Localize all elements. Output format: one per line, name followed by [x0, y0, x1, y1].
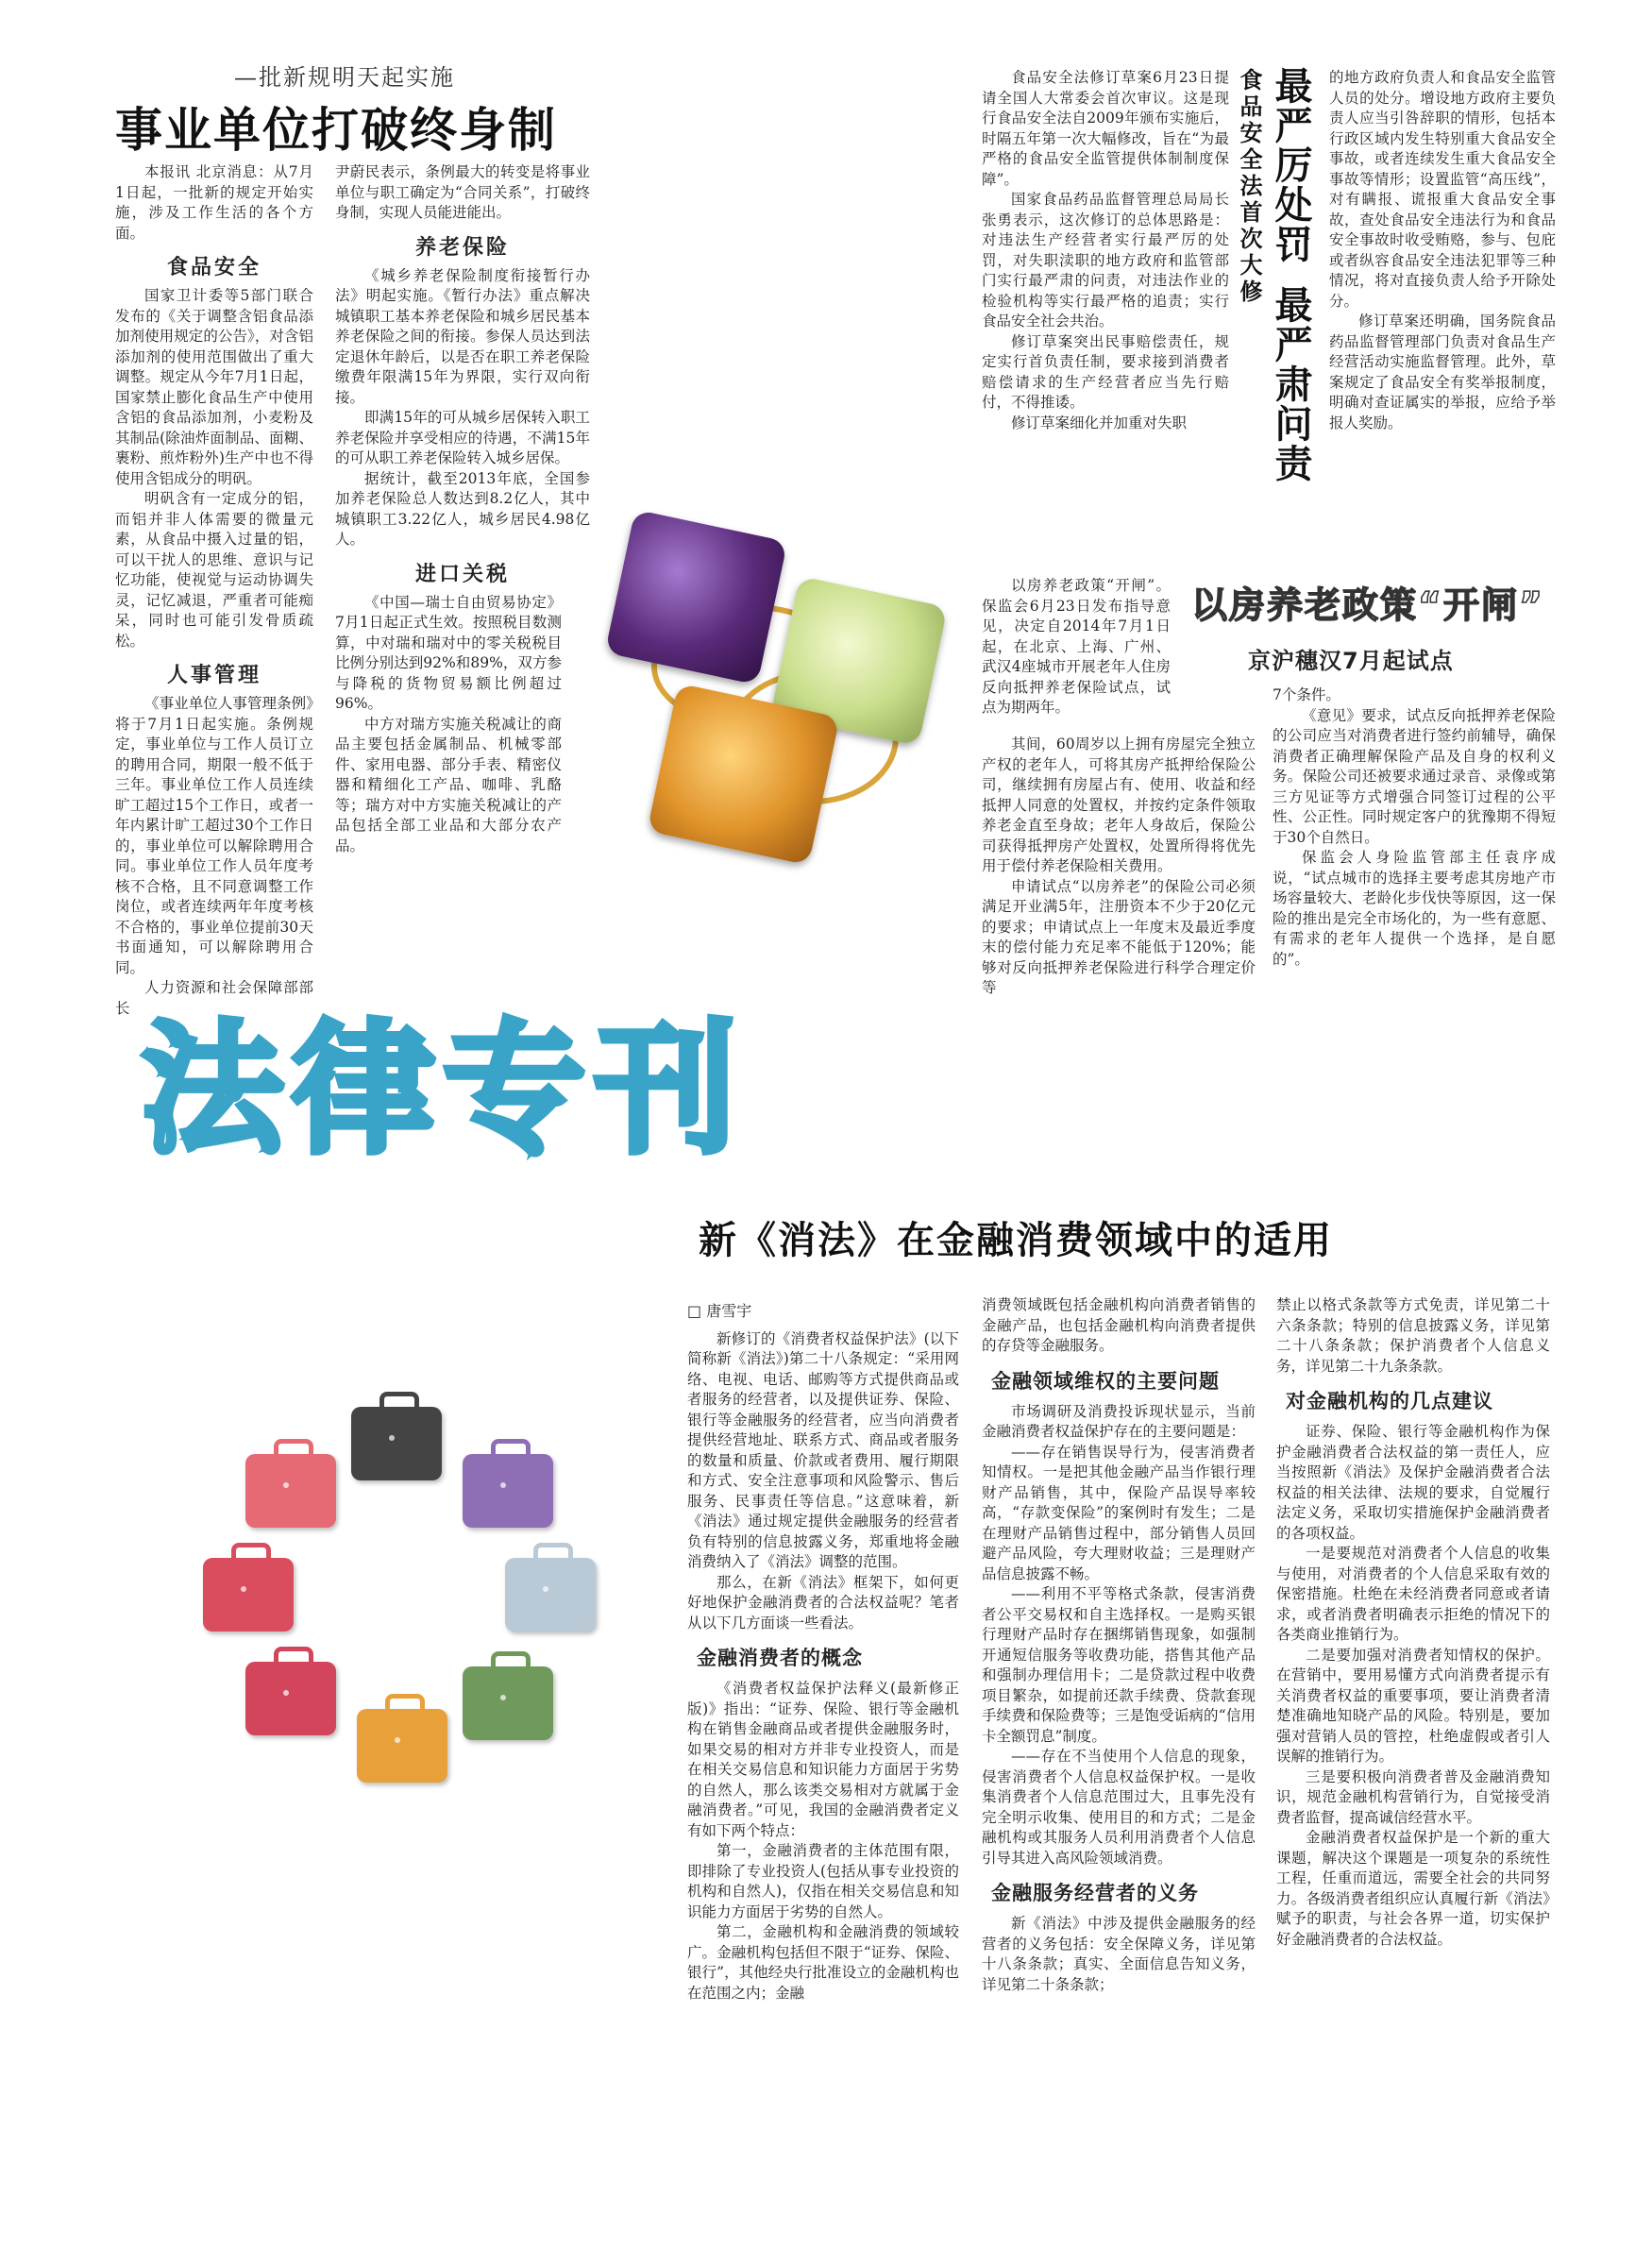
section-heading-personnel: 人事管理 [166, 664, 261, 687]
banner-title: 法律专刊 [142, 1008, 747, 1173]
article-headline: 事业单位打破终身制 [115, 103, 557, 158]
paragraph: 的地方政府负责人和食品安全监管人员的处分。增设地方政府主要负责人应当引咎辞职的情形，包括本行政区域内发生特别重大食品安全事故，或者连续发生重大食品安全事故等情形；设置监管“高压线”，对有瞒报、谎报重大食品安全事故，查处食品安全违法行为和食品安全事故时收受贿赂，参与、包庇或者纵容食品安全违法犯罪等三种情况，将对直接负责人给予开除处分。 [1329, 69, 1556, 310]
bag-red [245, 1662, 336, 1735]
section-heading: 金融领域维权的主要问题 [991, 1369, 1220, 1393]
paragraph: 国家卫计委等5部门联合发布的《关于调整含铝食品添加剂使用规定的公告》，对含铝添加剂的使用范围做出了重大调整。规定从今年7月1日起，国家禁止膨化食品生产中使用含铝的食品添加剂，小麦粉及其制品(除油炸面制品、面糊、裹粉、煎炸粉外)生产中也不得使用含铝成分的明矾。 [115, 287, 313, 487]
article-kicker: —批新规明天起实施 [234, 64, 455, 91]
paragraph: 新修订的《消费者权益保护法》(以下简称新《消法》)第二十八条规定：“采用网络、电视、电话、邮购等方式提供商品或者服务的经营者，以及提供证券、保险、银行等金融服务的经营者，应当向消费者提供经营地址、联系方式、商品或者服务的数量和质量、价款或者费用、履行期限和方式、安全注意事项和风险警示、售后服务、民事责任等信息。”这意味着，新《消法》通过规定提供金融服务的经营者负有特别的信息披露义务，郑重地将金融消费纳入了《消法》调整的范围。 [687, 1329, 959, 1570]
paragraph: 金融消费者权益保护是一个新的重大课题，解决这个课题是一项复杂的系统性工程，任重而道远，需要全社会的共同努力。各级消费者组织应认真履行新《消法》赋予的职责，与社会各界一道，切实保护好金融消费者的合法权益。 [1276, 1829, 1550, 1948]
paragraph: 证券、保险、银行等金融机构作为保护金融消费者合法权益的第一责任人，应当按照新《消法》及保护金融消费者合法权益的相关法律、法规的要求，自觉履行法定义务，采取切实措施保护金融消费者的各项权益。 [1276, 1423, 1550, 1542]
paragraph: ——利用不平等格式条款，侵害消费者公平交易权和自主选择权。一是购买银行理财产品时存在捆绑销售现象，如强制开通短信服务等收费功能，搭售其他产品和强制办理信用卡；二是贷款过程中收费项目繁杂，如提前还款手续费、贷款套现手续费和保险费等；三是饱受诟病的“信用卡全额罚息”制度。 [982, 1585, 1256, 1745]
section-heading-pension: 养老保险 [414, 235, 510, 260]
paragraph: ——存在销售误导行为，侵害消费者知情权。一是把其他金融产品当作银行理财产品销售，其中，保险产品误导率较高，“存款变保险”的案例时有发生；二是在理财产品销售过程中，部分销售人员回避产品风险，夸大理财收益；三是理财产品信息披露不畅。 [982, 1443, 1256, 1582]
paragraph: 即满15年的可从城乡居保转入职工养老保险并享受相应的待遇，不满15年的可从职工养老保险转入城乡居保。 [335, 409, 590, 466]
paragraph: 三是要积极向消费者普及金融消费知识，规范金融机构营销行为，自觉接受消费者监督，提高诚信经营水平。 [1276, 1767, 1550, 1826]
paragraph: 《消费者权益保护法释义(最新修正版)》指出：“证券、保险、银行等金融机构在销售金融商品或者提供金融服务时，如果交易的相对方并非专业投资人，而是在相关交易信息和知识能力方面居于劣势的自然人，那么该类交易相对方就属于金融消费者。”可见，我国的金融消费者定义有如下两个特点： [687, 1680, 959, 1839]
section-heading-food: 食品安全 [166, 256, 261, 279]
lead-paragraph: 本报讯 北京消息：从7月1日起，一批新的规定开始实施，涉及工作生活的各个方面。 [115, 163, 313, 242]
article-column-3 [1276, 1295, 1550, 1950]
amethyst-gem [605, 510, 788, 685]
vertical-subtitle: 食品安全法首次大修 [1236, 68, 1262, 306]
paragraph: 申请试点“以房养老”的保险公司必须满足开业满5年，注册资本不少于20亿元的要求；申请试点上一年度末及最近季度末的偿付能力充足率不能低于120%；能够对反向抵押养老保险进行科学合理定价等 [982, 877, 1256, 996]
bag-pink [245, 1454, 336, 1528]
bag-green [463, 1666, 553, 1740]
paragraph: 修订草案细化并加重对失职 [1011, 414, 1188, 431]
article-headline: 以房养老政策“开闸” [1191, 584, 1544, 626]
article-column-2 [335, 162, 590, 856]
article-column-2 [1273, 685, 1556, 970]
paragraph: 市场调研及消费投诉现状显示，当前金融消费者权益保护存在的主要问题是： [982, 1402, 1256, 1440]
paragraph: 《中国—瑞士自由贸易协定》7月1日起正式生效。按照税目数测算，中对瑞和瑞对中的零关税税目比例分别达到92%和89%，双方参与降税的货物贸易额比例超过96%。 [335, 593, 562, 712]
article-column-2 [1329, 68, 1556, 433]
paragraph: 尹蔚民表示，条例最大的转变是将事业单位与职工确定为“合同关系”，打破终身制，实现人员能进能出。 [335, 163, 590, 221]
article-column-1 [115, 162, 313, 1019]
bag-purple [463, 1454, 553, 1528]
section-heading: 对金融机构的几点建议 [1286, 1390, 1493, 1412]
bag-lightblue [505, 1558, 596, 1632]
vertical-headline-1: 最严厉处罚 [1269, 66, 1312, 264]
section-heading: 金融消费者的概念 [697, 1647, 863, 1669]
section-banner [142, 1010, 991, 1171]
paragraph: 其间，60周岁以上拥有房屋完全独立产权的老年人，可将其房产抵押给保险公司，继续拥有房屋占有、使用、收益和经抵押人同意的处置权，并按约定条件领取养老金直至身故；老年人身故后，保险公司获得抵押房产处置权，处置所得将优先用于偿付养老保险相关费用。 [982, 736, 1256, 874]
byline: □ 唐雪宇 [687, 1302, 752, 1320]
article-column-1 [687, 1301, 959, 2004]
paragraph: 食品安全法修订草案6月23日提请全国人大常委会首次审议。这是现行食品安全法自2009年颁布实施后，时隔五年第一次大幅修改，旨在“为最严格的食品安全监管提供体制制度保障”。 [982, 69, 1229, 188]
paragraph: 《意见》要求，试点反向抵押养老保险的公司应当对消费者进行签约前辅导，确保消费者正确理解保险产品及自身的权利义务。保险公司还被要求通过录音、录像或第三方见证等方式增强合同签订过程的公平性、公正性。同时规定客户的犹豫期不得短于30个自然日。 [1273, 706, 1556, 846]
paragraph: 明矾含有一定成分的铝，而铝并非人体需要的微量元素，从食品中摄入过量的铝，可以干扰人的思维、意识与记忆功能，使视觉与运动协调失灵，记忆减退，严重者可能痴呆，同时也可能引发骨质疏松。 [115, 490, 313, 650]
paragraph: 第二，金融机构和金融消费的领域较广。金融机构包括但不限于“证券、保险、银行”，其他经央行批准设立的金融机构也在范围之内；金融 [687, 1923, 959, 2002]
section-heading-import: 进口关税 [414, 562, 510, 586]
paragraph: 二是要加强对消费者知情权的保护。在营销中，要用易懂方式向消费者提示有关消费者权益的重要事项，要让消费者清楚准确地知晓产品的风险。特别是，要加强对营销人员的管控，杜绝虚假或者引人误解的推销行为。 [1276, 1646, 1550, 1765]
citrine-gem [647, 684, 839, 866]
bags-circle-photo [189, 1388, 604, 1803]
paragraph: 那么，在新《消法》框架下，如何更好地保护金融消费者的合法权益呢？笔者从以下几方面谈一些看法。 [687, 1573, 959, 1632]
paragraph: 禁止以格式条款等方式免责，详见第二十六条条款；特别的信息披露义务，详见第二十八条条款；保护消费者个人信息义务，详见第二十九条条款。 [1276, 1296, 1550, 1375]
paragraph: 一是要规范对消费者个人信息的收集与使用，对消费者的个人信息采取有效的保密措施。杜绝在未经消费者同意或者请求，或者消费者明确表示拒绝的情况下的各类商业推销行为。 [1276, 1545, 1550, 1643]
paragraph: ——存在不当使用个人信息的现象，侵害消费者个人信息权益保护权。一是收集消费者个人信息范围过大，且事先没有完全明示收集、使用目的和方式；二是金融机构或其服务人员利用消费者个人信息引导其进入高风险领域消费。 [982, 1748, 1256, 1867]
paragraph: 以房养老政策“开闸”。保监会6月23日发布指导意见，决定自2014年7月1日起，在北京、上海、广州、武汉4座城市开展老年人住房反向抵押养老保险试点，试点为期两年。 [982, 577, 1171, 716]
article-column-1 [982, 68, 1229, 433]
paragraph: 修订草案突出民事赔偿责任，规定实行首负责任制，要求接到消费者赔偿请求的生产经营者应当先行赔付，不得推诿。 [982, 332, 1229, 411]
section-heading: 金融服务经营者的义务 [991, 1882, 1199, 1904]
bag-black [351, 1407, 442, 1480]
article-column-1 [982, 735, 1256, 999]
paragraph: 消费领域既包括金融机构向消费者销售的金融产品，也包括金融机构向消费者提供的存贷等金融服务。 [982, 1296, 1256, 1354]
paragraph: 国家食品药品监督管理总局局长张勇表示，这次修订的总体思路是：对违法生产经营者实行最严厉的处罚，对失职渎职的地方政府和监管部门实行最严肃的问责，对违法作业的检验机构等实行最严格的追责；实行食品安全社会共治。 [982, 191, 1229, 330]
article-column-1-top [982, 576, 1171, 719]
paragraph: 修订草案还明确，国务院食品药品监督管理部门负责对食品生产经营活动实施监督管理。此外，草案规定了食品安全有奖举报制度，明确对查证属实的举报，应给予举报人奖励。 [1329, 313, 1556, 431]
paragraph: 新《消法》中涉及提供金融服务的经营者的义务包括：安全保障义务，详见第十八条条款；真实、全面信息告知义务，详见第二十条条款； [982, 1915, 1256, 1993]
paragraph: 据统计，截至2013年底，全国参加养老保险总人数达到8.2亿人，其中城镇职工3.22亿人，城乡居民4.98亿人。 [335, 469, 590, 548]
bag-crimson [203, 1558, 294, 1632]
article-subheadline: 京沪穗汉7月起试点 [1248, 648, 1454, 674]
paragraph: 《城乡养老保险制度衔接暂行办法》明起实施。《暂行办法》重点解决城镇职工基本养老保险和城乡居民基本养老保险之间的衔接。参保人员达到法定退休年龄后，以是否在职工养老保险缴费年限满15年为界限，实行双向衔接。 [335, 266, 590, 406]
paragraph: 人力资源和社会保障部部长 [115, 979, 313, 1017]
bag-orange [357, 1709, 447, 1783]
paragraph: 7个条件。 [1273, 686, 1340, 703]
paragraph: 第一，金融消费者的主体范围有限，即排除了专业投资人(包括从事专业投资的机构和自然人)，仅指在相关交易信息和知识能力方面居于劣势的自然人。 [687, 1842, 959, 1920]
article-column-2 [982, 1295, 1256, 1995]
paragraph: 《事业单位人事管理条例》将于7月1日起实施。条例规定，事业单位与工作人员订立的聘用合同，期限一般不低于三年。事业单位工作人员连续旷工超过15个工作日，或者一年内累计旷工超过30个工作日的，事业单位可以解除聘用合同。事业单位工作人员年度考核不合格，且不同意调整工作岗位，或者连续两年年度考核不合格的，事业单位提前30天书面通知，可以解除聘用合同。 [115, 695, 313, 976]
article-headline: 新《消法》在金融消费领域中的适用 [699, 1219, 1333, 1262]
paragraph: 中方对瑞方实施关税减让的商品主要包括金属制品、机械零部件、家用电器、部分手表、精密仪器和精细化工产品、咖啡、乳酪等；瑞方对中方实施关税减让的产品包括全部工业品和大部分农产品。 [335, 715, 562, 854]
paragraph: 保监会人身险监管部主任袁序成说，“试点城市的选择主要考虑其房地产市场容量较大、老龄化步伐快等原因，这一保险的推出是完全市场化的，为一些有意愿、有需求的老年人提供一个选择，是自愿的”。 [1273, 849, 1556, 968]
vertical-headline-2: 最严肃问责 [1269, 285, 1312, 483]
